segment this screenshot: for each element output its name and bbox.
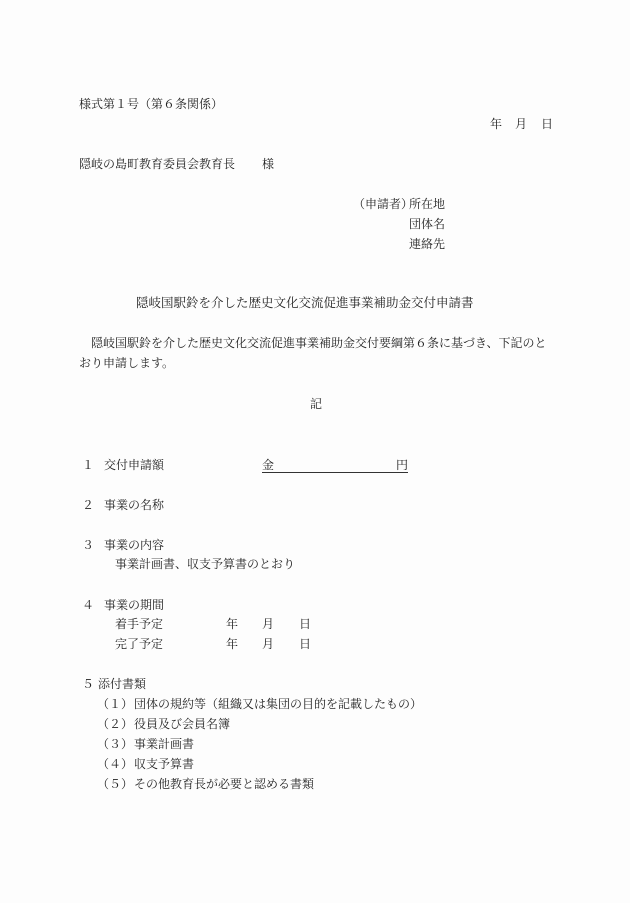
doc-4-number: （４） bbox=[97, 757, 134, 771]
doc-2-number: （２） bbox=[97, 717, 134, 731]
doc-5-number: （５） bbox=[97, 777, 134, 791]
end-day: 日 bbox=[299, 637, 312, 651]
end-month: 月 bbox=[262, 637, 275, 651]
applicant-address-label: 所在地 bbox=[409, 197, 446, 211]
body-line-1: 隠岐国駅鈴を介した歴史文化交流促進事業補助金交付要綱第６条に基づき、下記のと bbox=[91, 336, 547, 350]
item-4-number: ４ bbox=[82, 598, 95, 612]
doc-3-text: 事業計画書 bbox=[134, 737, 195, 751]
item-1-number: １ bbox=[82, 458, 95, 472]
applicant-contact-label: 連絡先 bbox=[409, 237, 446, 251]
page-title: 隠岐国駅鈴を介した歴史文化交流促進事業補助金交付申請書 bbox=[136, 295, 474, 310]
doc-1-number: （１） bbox=[97, 697, 134, 711]
item-1-label: 交付申請額 bbox=[104, 458, 165, 472]
date-month: 月 bbox=[515, 117, 528, 131]
amount-suffix: 円 bbox=[395, 458, 408, 472]
date-year: 年 bbox=[490, 117, 503, 131]
start-day: 日 bbox=[299, 617, 312, 631]
addressee-honorific: 様 bbox=[262, 157, 275, 171]
item-3-detail: 事業計画書、収支予算書のとおり bbox=[115, 557, 296, 571]
start-date-label: 着手予定 bbox=[115, 617, 164, 631]
doc-3-number: （３） bbox=[97, 737, 134, 751]
start-month: 月 bbox=[262, 617, 275, 631]
start-year: 年 bbox=[226, 617, 239, 631]
doc-2-text: 役員及び会員名簿 bbox=[134, 717, 231, 731]
item-3-number: ３ bbox=[82, 538, 95, 552]
item-3-label: 事業の内容 bbox=[104, 538, 165, 552]
item-2-label: 事業の名称 bbox=[104, 498, 165, 512]
end-date-label: 完了予定 bbox=[115, 637, 164, 651]
form-number: 様式第１号（第６条関係） bbox=[79, 97, 224, 111]
item-4-label: 事業の期間 bbox=[104, 598, 165, 612]
applicant-label: （申請者） bbox=[353, 197, 414, 211]
item-2-number: ２ bbox=[82, 498, 95, 512]
item-5-number: ５ bbox=[82, 677, 95, 691]
amount-prefix: 金 bbox=[262, 458, 275, 472]
body-line-2: おり申請します。 bbox=[79, 356, 175, 370]
doc-5-text: その他教育長が必要と認める書類 bbox=[134, 777, 315, 791]
end-year: 年 bbox=[226, 637, 239, 651]
date-day: 日 bbox=[541, 117, 554, 131]
addressee-name: 隠岐の島町教育委員会教育長 bbox=[79, 157, 236, 171]
amount-field[interactable] bbox=[262, 458, 408, 476]
doc-4-text: 収支予算書 bbox=[134, 757, 195, 771]
ki-heading: 記 bbox=[310, 397, 323, 411]
item-5-label: 添付書類 bbox=[98, 677, 147, 691]
doc-1-text: 団体の規約等（組織又は集団の目的を記載したもの） bbox=[134, 697, 423, 711]
applicant-group-name-label: 団体名 bbox=[409, 217, 446, 231]
